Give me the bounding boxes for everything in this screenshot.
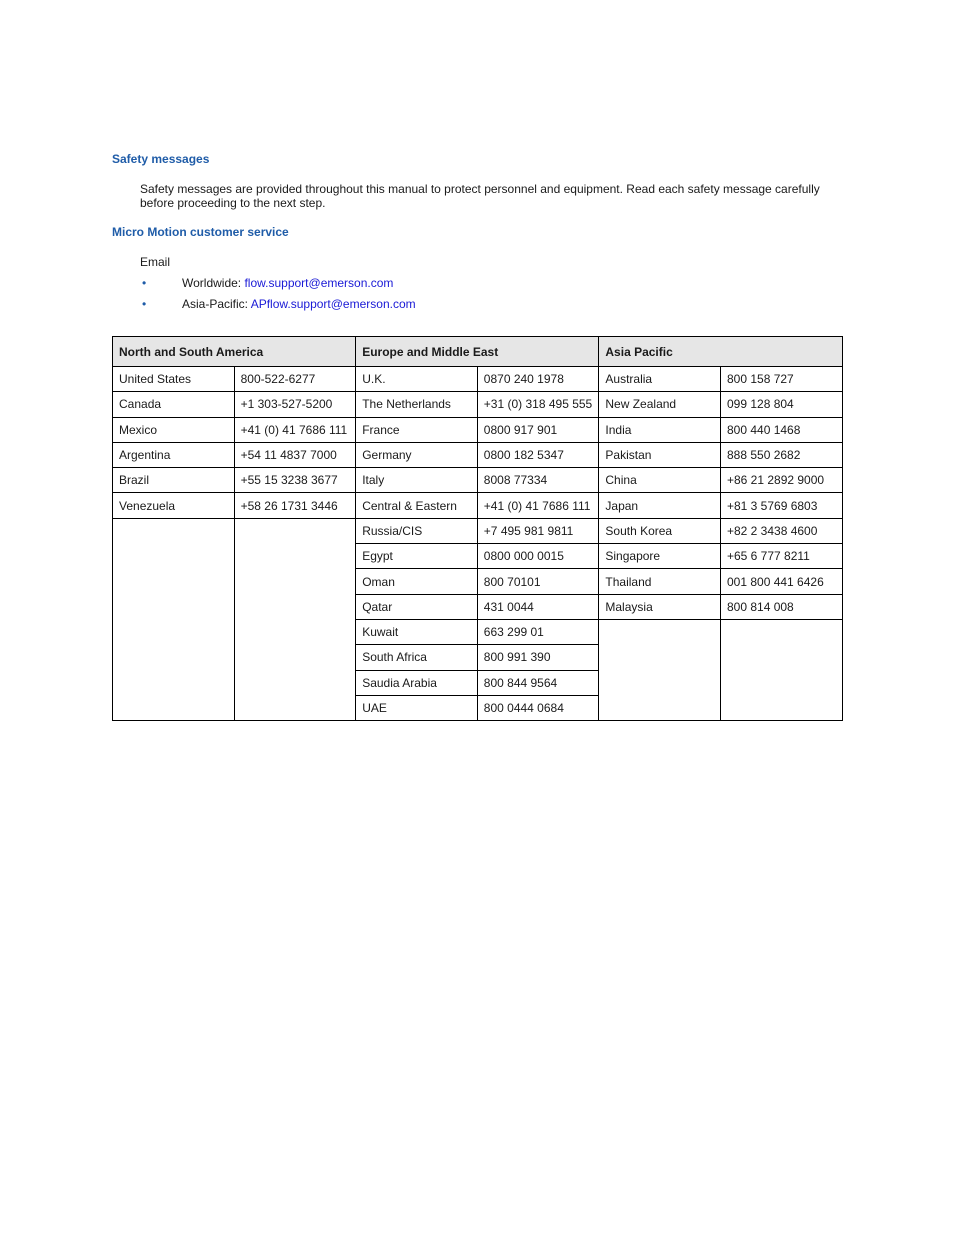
europe-phone-cell: 0800 917 901 (477, 417, 599, 442)
americas-phone-cell: +41 (0) 41 7686 111 (234, 417, 356, 442)
europe-phone-cell: 800 0444 0684 (477, 695, 599, 720)
contact-phone-table (112, 336, 843, 721)
asia-country-cell: India (599, 417, 721, 442)
europe-country-cell: Oman (356, 569, 478, 594)
europe-country-cell: Kuwait (356, 619, 478, 644)
bullet-icon: • (142, 297, 147, 311)
asia-phone-cell: +81 3 5769 6803 (720, 493, 842, 518)
europe-phone-cell: +41 (0) 41 7686 111 (477, 493, 599, 518)
americas-country-cell: Mexico (113, 417, 235, 442)
europe-country-cell: Egypt (356, 544, 478, 569)
asia-country-cell: Australia (599, 367, 721, 392)
asia-phone-cell: +86 21 2892 9000 (720, 468, 842, 493)
email-item-worldwide (140, 276, 416, 297)
europe-country-cell: Qatar (356, 594, 478, 619)
americas-header: North and South America (113, 337, 356, 367)
asia-phone-cell: 001 800 441 6426 (720, 569, 842, 594)
europe-country-cell: UAE (356, 695, 478, 720)
europe-phone-cell: 431 0044 (477, 594, 599, 619)
asia-phone-cell: +82 2 3438 4600 (720, 518, 842, 543)
europe-country-cell: U.K. (356, 367, 478, 392)
europe-phone-cell: 663 299 01 (477, 619, 599, 644)
table-row (113, 442, 843, 467)
americas-country-cell: Canada (113, 392, 235, 417)
asia-country-cell: Thailand (599, 569, 721, 594)
europe-country-cell: Russia/CIS (356, 518, 478, 543)
email-label: Email (140, 255, 171, 269)
europe-phone-cell: 800 844 9564 (477, 670, 599, 695)
europe-country-cell: The Netherlands (356, 392, 478, 417)
europe-header: Europe and Middle East (356, 337, 599, 367)
europe-phone-cell: 0800 000 0015 (477, 544, 599, 569)
americas-phone-cell: 800-522-6277 (234, 367, 356, 392)
europe-country-cell: France (356, 417, 478, 442)
bullet-icon: • (142, 276, 147, 290)
europe-country-cell: Saudia Arabia (356, 670, 478, 695)
europe-phone-cell: +7 495 981 9811 (477, 518, 599, 543)
asia-country-cell: Japan (599, 493, 721, 518)
table-row (113, 367, 843, 392)
europe-country-cell: South Africa (356, 645, 478, 670)
americas-phone-cell: +1 303-527-5200 (234, 392, 356, 417)
europe-phone-cell: 800 70101 (477, 569, 599, 594)
asia-country-cell: Malaysia (599, 594, 721, 619)
asia-phone-cell: 800 814 008 (720, 594, 842, 619)
asia-pacific-email-link[interactable]: APflow.support@emerson.com (250, 297, 416, 311)
table-body (113, 367, 843, 721)
email-item-asia-pacific (140, 297, 416, 318)
asia-country-cell: China (599, 468, 721, 493)
americas-empty-cell (113, 518, 235, 720)
asia-phone-cell: 800 440 1468 (720, 417, 842, 442)
americas-phone-cell: +54 11 4837 7000 (234, 442, 356, 467)
table-row (113, 417, 843, 442)
table-row (113, 468, 843, 493)
asia-header: Asia Pacific (599, 337, 842, 367)
email-region-label: Asia-Pacific: (182, 297, 251, 311)
asia-country-cell: New Zealand (599, 392, 721, 417)
table-row (113, 392, 843, 417)
asia-country-cell: Singapore (599, 544, 721, 569)
safety-messages-heading: Safety messages (112, 152, 210, 166)
table-header-row (113, 337, 843, 367)
americas-country-cell: United States (113, 367, 235, 392)
europe-phone-cell: 800 991 390 (477, 645, 599, 670)
europe-phone-cell: 8008 77334 (477, 468, 599, 493)
americas-phone-cell: +58 26 1731 3446 (234, 493, 356, 518)
americas-country-cell: Argentina (113, 442, 235, 467)
europe-phone-cell: +31 (0) 318 495 555 (477, 392, 599, 417)
safety-messages-text: Safety messages are provided throughout this manual to protect personnel and equipment. Read each safety message carefully before proceeding to the next step. (140, 182, 820, 210)
asia-country-cell: South Korea (599, 518, 721, 543)
asia-empty-cell (720, 619, 842, 720)
americas-phone-cell: +55 15 3238 3677 (234, 468, 356, 493)
asia-empty-cell (599, 619, 721, 720)
americas-country-cell: Venezuela (113, 493, 235, 518)
customer-service-heading: Micro Motion customer service (112, 225, 289, 239)
asia-phone-cell: 888 550 2682 (720, 442, 842, 467)
asia-phone-cell: 099 128 804 (720, 392, 842, 417)
europe-country-cell: Central & Eastern (356, 493, 478, 518)
asia-country-cell: Pakistan (599, 442, 721, 467)
email-list (140, 276, 416, 318)
europe-country-cell: Italy (356, 468, 478, 493)
email-region-label: Worldwide: (182, 276, 245, 290)
asia-phone-cell: +65 6 777 8211 (720, 544, 842, 569)
americas-country-cell: Brazil (113, 468, 235, 493)
europe-country-cell: Germany (356, 442, 478, 467)
europe-phone-cell: 0800 182 5347 (477, 442, 599, 467)
americas-empty-cell (234, 518, 356, 720)
asia-phone-cell: 800 158 727 (720, 367, 842, 392)
worldwide-email-link[interactable]: flow.support@emerson.com (244, 276, 394, 290)
table-row (113, 518, 843, 543)
europe-phone-cell: 0870 240 1978 (477, 367, 599, 392)
table-row (113, 493, 843, 518)
